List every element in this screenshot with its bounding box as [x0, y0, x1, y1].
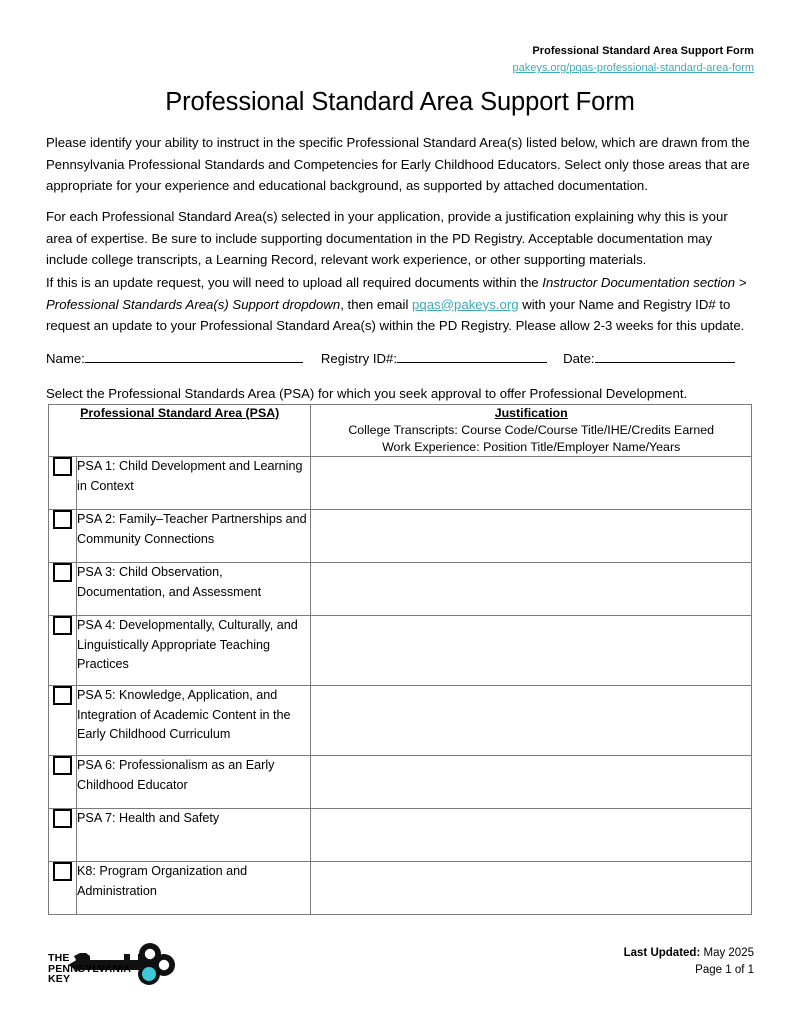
intro-paragraph-3 — [46, 272, 754, 337]
para3-text-part-3: with your Name and Registry ID# to request an update to your Professional Standard Area(s) within the PD Registry. Please allow 2-3 weeks for this update. — [46, 296, 745, 333]
justification-input-cell[interactable] — [311, 756, 752, 809]
header-title: Professional Standard Area Support Form — [532, 45, 754, 57]
document-header — [512, 44, 754, 76]
psa-column-header-label: Professional Standard Area (PSA) — [80, 406, 280, 420]
psa-checkbox-cell[interactable] — [49, 563, 77, 616]
checkbox-icon[interactable] — [53, 616, 72, 635]
justification-input-cell[interactable] — [311, 510, 752, 563]
intro-paragraph-1: Please identify your ability to instruct in the specific Professional Standard Area(s) listed below, which are drawn from the Pennsylvania Professional Standards and Competencies for Early Childhood Educators. Select only those areas that are appropriate for your experience and educational background, as supported by attached documentation. — [46, 135, 750, 193]
psa-label-cell: PSA 7: Health and Safety — [77, 809, 311, 862]
last-updated — [624, 945, 754, 962]
psa-checkbox-cell[interactable] — [49, 862, 77, 915]
table-row — [49, 457, 752, 510]
table-row — [49, 862, 752, 915]
checkbox-icon[interactable] — [53, 756, 72, 775]
psa-table-head — [49, 405, 752, 457]
psa-label-cell: PSA 6: Professionalism as an Early Childhood Educator — [77, 756, 311, 809]
checkbox-icon[interactable] — [53, 809, 72, 828]
table-instruction: Select the Professional Standards Area (PSA) for which you seek approval to offer Professional Development. — [46, 386, 688, 401]
psa-checkbox-cell[interactable] — [49, 457, 77, 510]
name-input[interactable] — [85, 349, 303, 363]
checkbox-icon[interactable] — [53, 510, 72, 529]
table-row — [49, 563, 752, 616]
psa-checkbox-cell[interactable] — [49, 686, 77, 756]
psa-label-cell: K8: Program Organization and Administration — [77, 862, 311, 915]
justification-input-cell[interactable] — [311, 457, 752, 510]
psa-checkbox-cell[interactable] — [49, 510, 77, 563]
justification-column-header-label: Justification — [494, 406, 568, 420]
name-label: Name: — [46, 351, 85, 366]
justification-input-cell[interactable] — [311, 809, 752, 862]
psa-checkbox-cell[interactable] — [49, 616, 77, 686]
date-input[interactable] — [595, 349, 735, 363]
psa-label-cell: PSA 2: Family–Teacher Partnerships and Community Connections — [77, 510, 311, 563]
logo-line-pennsylvania: PENNSYLVANIA — [48, 962, 132, 975]
justification-input-cell[interactable] — [311, 862, 752, 915]
psa-table-body — [49, 457, 752, 915]
table-row — [49, 756, 752, 809]
header-form-url-link[interactable]: pakeys.org/pqas-professional-standard-area-form — [512, 62, 754, 74]
checkbox-icon[interactable] — [53, 457, 72, 476]
logo-wordmark — [48, 953, 131, 985]
page-title: Professional Standard Area Support Form — [165, 88, 635, 116]
checkbox-icon[interactable] — [53, 686, 72, 705]
psa-table-header-row — [49, 405, 752, 457]
justification-subline-transcripts: College Transcripts: Course Code/Course Title/IHE/Credits Earned — [348, 423, 715, 437]
para3-text-part-1: If this is an update request, you will need to upload all required documents within the — [46, 275, 543, 290]
psa-label-cell: PSA 5: Knowledge, Application, and Integration of Academic Content in the Early Childhood Curriculum — [77, 686, 311, 756]
psa-selection-table — [48, 404, 752, 915]
psa-label-cell: PSA 1: Child Development and Learning in Context — [77, 457, 311, 510]
applicant-fields-row — [46, 349, 754, 368]
psa-label-cell: PSA 4: Developmentally, Culturally, and Linguistically Appropriate Teaching Practices — [77, 616, 311, 686]
para3-italic-phrase: Instructor Documentation section > Professional Standards Area(s) Support dropdown — [46, 275, 747, 312]
table-row — [49, 616, 752, 686]
table-row — [49, 686, 752, 756]
justification-input-cell[interactable] — [311, 686, 752, 756]
justification-input-cell[interactable] — [311, 563, 752, 616]
pennsylvania-key-logo — [46, 942, 176, 998]
psa-label-cell: PSA 3: Child Observation, Documentation, and Assessment — [77, 563, 311, 616]
checkbox-icon[interactable] — [53, 563, 72, 582]
date-label: Date: — [563, 351, 595, 366]
psa-column-header — [49, 405, 311, 457]
intro-paragraph-2: For each Professional Standard Area(s) selected in your application, provide a justification explaining why this is your area of expertise. Be sure to include supporting documentation in the PD Registry. Acceptable documentation may include college transcripts, a Learning Record, relevant work experience, or other supporting materials. — [46, 209, 728, 267]
psa-checkbox-cell[interactable] — [49, 756, 77, 809]
checkbox-icon[interactable] — [53, 862, 72, 881]
footer-meta — [624, 945, 754, 979]
logo-line-the: THE — [48, 952, 70, 964]
pqas-email-link[interactable]: pqas@pakeys.org — [412, 296, 519, 312]
logo-line-key: KEY — [48, 973, 71, 985]
para3-text-part-2: , then email — [340, 296, 413, 312]
page-number: Page 1 of 1 — [695, 964, 754, 976]
justification-column-header — [311, 405, 752, 457]
justification-subline-work-experience: Work Experience: Position Title/Employer Name/Years — [382, 440, 681, 454]
table-row — [49, 510, 752, 563]
psa-checkbox-cell[interactable] — [49, 809, 77, 862]
registry-id-input[interactable] — [397, 349, 547, 363]
justification-input-cell[interactable] — [311, 616, 752, 686]
last-updated-value: May 2025 — [703, 947, 754, 959]
registry-id-label: Registry ID#: — [320, 351, 398, 366]
table-row — [49, 809, 752, 862]
last-updated-label: Last Updated: — [623, 947, 701, 959]
